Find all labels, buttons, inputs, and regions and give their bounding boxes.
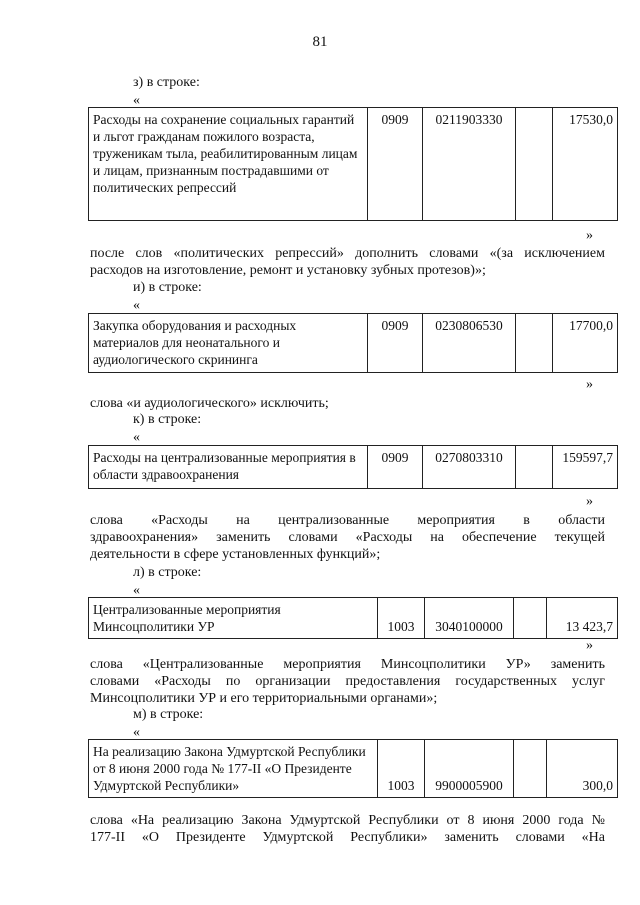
table-row bbox=[89, 740, 618, 798]
row-name: Расходы на сохранение социальных гарантий и льгот гражданам пожилого возраста, труженикам тыла, реабилитированным лицам и лицам, признанным пострадавшими от политических репрессий bbox=[89, 108, 368, 221]
row-target: 0270803310 bbox=[423, 446, 516, 489]
paragraph bbox=[90, 512, 605, 563]
budget-row-table bbox=[88, 739, 618, 798]
row-vid bbox=[516, 108, 553, 221]
row-target: 0230806530 bbox=[423, 314, 516, 373]
item-heading-k: к) в строке: bbox=[133, 412, 202, 427]
row-target: 9900005900 bbox=[425, 740, 514, 798]
row-amount: 13 423,7 bbox=[547, 598, 618, 639]
budget-row-table bbox=[88, 313, 618, 373]
paragraph bbox=[90, 245, 605, 279]
text-line: слова «Расходы на централизованные мероприятия в области bbox=[90, 513, 605, 528]
text-line: 177-II «О Президенте Удмуртской Республики» заменить словами «На bbox=[90, 830, 605, 845]
row-section: 1003 bbox=[378, 598, 425, 639]
row-vid bbox=[514, 740, 547, 798]
open-quote: « bbox=[133, 298, 140, 313]
table-row bbox=[89, 598, 618, 639]
row-section: 1003 bbox=[378, 740, 425, 798]
text-line: слова «На реализацию Закона Удмуртской Республики от 8 июня 2000 года № bbox=[90, 813, 605, 828]
open-quote: « bbox=[133, 430, 140, 445]
paragraph bbox=[90, 812, 605, 846]
open-quote: « bbox=[133, 93, 140, 108]
row-name: На реализацию Закона Удмуртской Республики от 8 июня 2000 года № 177-II «О Президенте Удмуртской Республики» bbox=[89, 740, 378, 798]
item-heading-l: л) в строке: bbox=[133, 565, 202, 580]
row-name: Закупка оборудования и расходных материалов для неонатального и аудиологического скрининга bbox=[89, 314, 368, 373]
item-heading-m: м) в строке: bbox=[133, 707, 204, 722]
row-amount: 300,0 bbox=[547, 740, 618, 798]
open-quote: « bbox=[133, 583, 140, 598]
table-row bbox=[89, 108, 618, 221]
row-amount: 159597,7 bbox=[553, 446, 618, 489]
row-name: Расходы на централизованные мероприятия в области здравоохранения bbox=[89, 446, 368, 489]
row-target: 3040100000 bbox=[425, 598, 514, 639]
text-line: Минсоцполитики УР и его территориальными органами»; bbox=[90, 691, 438, 706]
row-target: 0211903330 bbox=[423, 108, 516, 221]
close-quote: » bbox=[586, 377, 593, 392]
text-line: слова «и аудиологического» исключить; bbox=[90, 396, 329, 411]
close-quote: » bbox=[586, 228, 593, 243]
row-section: 0909 bbox=[368, 446, 423, 489]
close-quote: » bbox=[586, 638, 593, 653]
budget-row-table bbox=[88, 597, 618, 639]
text-line: расходов на изготовление, ремонт и установку зубных протезов)»; bbox=[90, 263, 486, 278]
row-amount: 17700,0 bbox=[553, 314, 618, 373]
row-vid bbox=[516, 314, 553, 373]
budget-row-table bbox=[88, 107, 618, 221]
text-line: после слов «политических репрессий» дополнить словами «(за исключением bbox=[90, 246, 605, 261]
close-quote: » bbox=[586, 494, 593, 509]
text-line: словами «Расходы по организации предоставления государственных услуг bbox=[90, 674, 605, 689]
text-line: здравоохранения» заменить словами «Расходы на обеспечение текущей bbox=[90, 530, 605, 545]
page-number: 81 bbox=[312, 34, 328, 50]
text-line: слова «Централизованные мероприятия Минсоцполитики УР» заменить bbox=[90, 657, 605, 672]
paragraph bbox=[90, 656, 605, 707]
text-line: деятельности в сфере установленных функций»; bbox=[90, 547, 381, 562]
row-vid bbox=[516, 446, 553, 489]
item-heading-z: з) в строке: bbox=[133, 75, 200, 90]
row-amount: 17530,0 bbox=[553, 108, 618, 221]
row-section: 0909 bbox=[368, 108, 423, 221]
table-row bbox=[89, 446, 618, 489]
item-heading-i: и) в строке: bbox=[133, 280, 202, 295]
row-section: 0909 bbox=[368, 314, 423, 373]
row-vid bbox=[514, 598, 547, 639]
budget-row-table bbox=[88, 445, 618, 489]
row-name: Централизованные мероприятия Минсоцполитики УР bbox=[89, 598, 378, 639]
paragraph bbox=[90, 395, 605, 412]
table-row bbox=[89, 314, 618, 373]
open-quote: « bbox=[133, 725, 140, 740]
